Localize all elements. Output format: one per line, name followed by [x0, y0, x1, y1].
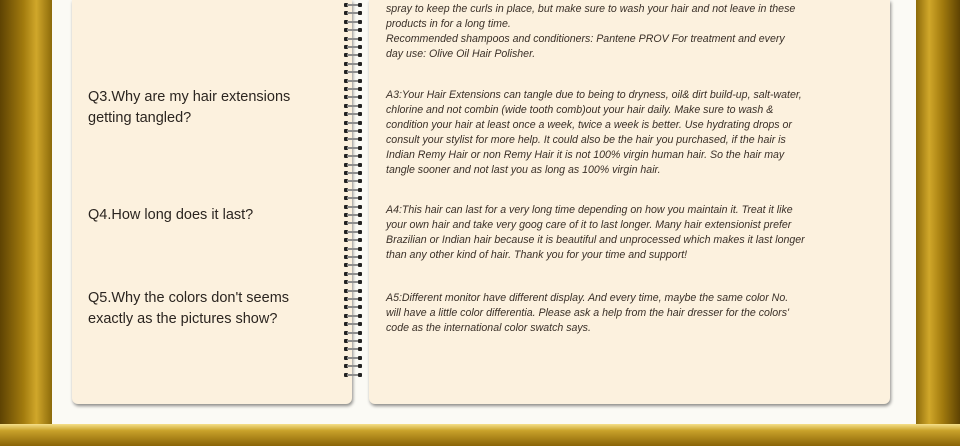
question-line: exactly as the pictures show?	[88, 311, 278, 327]
binder-ring	[342, 262, 364, 268]
binder-ring	[342, 136, 364, 142]
question-line: getting tangled?	[88, 110, 192, 126]
binder-ring	[342, 330, 364, 336]
answer-a3	[386, 88, 891, 178]
binder-ring	[342, 237, 364, 243]
binder-ring	[342, 212, 364, 218]
answer-line: products in for a long time.	[386, 18, 511, 30]
question-q3	[88, 87, 338, 129]
answer-line: spray to keep the curls in place, but make sure to wash your hair and not leave in these	[386, 3, 796, 15]
binder-ring	[342, 78, 364, 84]
binder-ring	[342, 36, 364, 42]
binder-ring	[342, 19, 364, 25]
binder-ring	[342, 288, 364, 294]
binder-ring	[342, 246, 364, 252]
binder-ring	[342, 44, 364, 50]
binder-ring	[342, 296, 364, 302]
answer-line: condition your hair at least once a week, twice a week is better. Use hydrating drops or	[386, 119, 792, 131]
answer-line: Recommended shampoos and conditioners: Pantene PROV For treatment and every	[386, 33, 785, 45]
binder-ring	[342, 229, 364, 235]
binder-ring	[342, 187, 364, 193]
binder-ring	[342, 86, 364, 92]
answer-a5	[386, 291, 891, 336]
binder-ring	[342, 313, 364, 319]
binder-ring	[342, 145, 364, 151]
question-q4	[88, 205, 338, 226]
question-line: Q3.Why are my hair extensions	[88, 89, 291, 105]
binder-ring	[342, 10, 364, 16]
spiral-binding	[342, 0, 364, 380]
binder-ring	[342, 2, 364, 8]
answer-line: chlorine and not combin (wide tooth comb)out your hair daily. Make sure to wash &	[386, 104, 774, 116]
binder-ring	[342, 27, 364, 33]
answer-a2-continued	[386, 2, 891, 62]
binder-ring	[342, 153, 364, 159]
gold-frame-left	[0, 0, 52, 446]
answer-line: tangle sooner and not last you as long as 100% virgin hair.	[386, 164, 661, 176]
binder-ring	[342, 94, 364, 100]
binder-ring	[342, 103, 364, 109]
binder-ring	[342, 170, 364, 176]
answer-line: consult your stylist for more help. It could also be the hair you purchased, if the hair is	[386, 134, 786, 146]
binder-ring	[342, 69, 364, 75]
question-line: Q4.How long does it last?	[88, 207, 254, 223]
binder-ring	[342, 279, 364, 285]
binder-ring	[342, 321, 364, 327]
answer-line: A3:Your Hair Extensions can tangle due to being to dryness, oil& dirt build-up, salt-water,	[386, 89, 802, 101]
binder-ring	[342, 338, 364, 344]
answer-line: day use: Olive Oil Hair Polisher.	[386, 48, 536, 60]
answer-line: Brazilian or Indian hair because it is beautiful and unprocessed which makes it last longer	[386, 234, 805, 246]
question-q5	[88, 288, 338, 330]
notebook-left-page	[72, 0, 352, 404]
answer-line: code as the international color swatch says.	[386, 322, 591, 334]
binder-ring	[342, 162, 364, 168]
binder-ring	[342, 52, 364, 58]
binder-ring	[342, 220, 364, 226]
binder-ring	[342, 363, 364, 369]
binder-ring	[342, 372, 364, 378]
gold-frame-bottom	[0, 424, 960, 446]
answer-line: Indian Remy Hair or non Remy Hair it is not 100% virgin human hair. So the hair may	[386, 149, 785, 161]
binder-ring	[342, 178, 364, 184]
binder-ring	[342, 355, 364, 361]
binder-ring	[342, 254, 364, 260]
binder-ring	[342, 346, 364, 352]
answer-line: A4:This hair can last for a very long time depending on how you maintain it. Treat it like	[386, 204, 793, 216]
answer-line: your own hair and take very goog care of it to last longer. Many hair extensionist prefer	[386, 219, 792, 231]
binder-ring	[342, 120, 364, 126]
binder-ring	[342, 195, 364, 201]
binder-ring	[342, 111, 364, 117]
binder-ring	[342, 271, 364, 277]
answer-line: will have a little color differentia. Please ask a help from the hair dresser for the colors'	[386, 307, 790, 319]
binder-ring	[342, 128, 364, 134]
gold-frame-right	[916, 0, 960, 446]
answer-line: than any other kind of hair. Thank you for your time and support!	[386, 249, 688, 261]
answer-a4	[386, 203, 891, 263]
binder-ring	[342, 204, 364, 210]
binder-ring	[342, 61, 364, 67]
question-line: Q5.Why the colors don't seems	[88, 290, 290, 306]
binder-ring	[342, 304, 364, 310]
answer-line: A5:Different monitor have different display. And every time, maybe the same color No.	[386, 292, 789, 304]
